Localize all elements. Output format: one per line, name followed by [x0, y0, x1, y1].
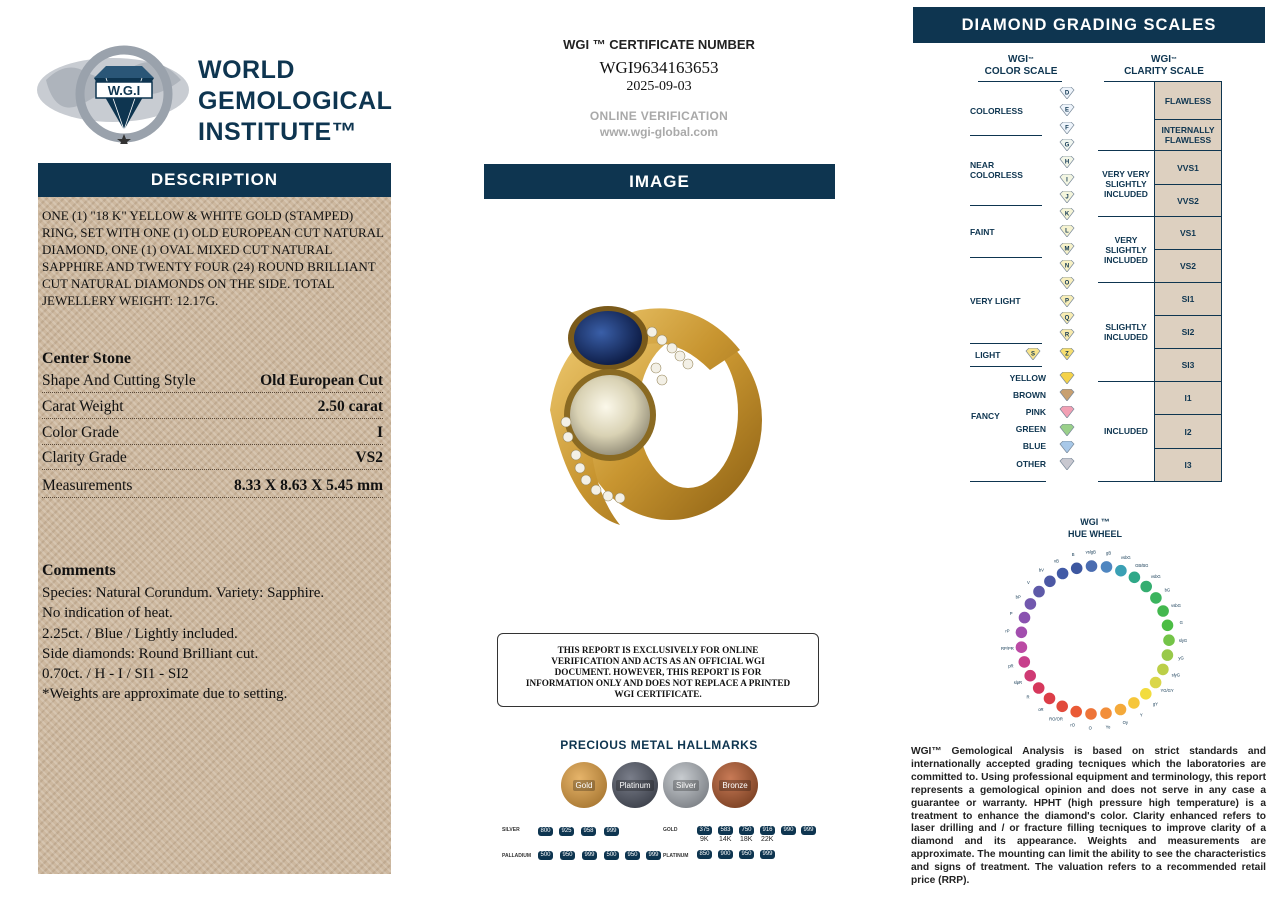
color-grade-letter: O	[1064, 280, 1070, 287]
clarity-grade-box: VS1	[1155, 217, 1221, 250]
hue-swatch	[1071, 562, 1083, 574]
hue-label: bP	[1015, 594, 1021, 600]
hue-swatch	[1044, 575, 1056, 587]
color-grade-gem-k	[1059, 208, 1075, 220]
hallmark-badge: 500	[604, 851, 619, 860]
hue-label: Y	[1139, 712, 1143, 718]
hallmark-badge: 958	[581, 827, 596, 836]
color-grade-letter: R	[1064, 332, 1070, 339]
hue-swatch	[1024, 670, 1036, 682]
brand-name-line1: WORLD	[198, 56, 295, 84]
hue-label: vsbG	[1120, 555, 1131, 561]
color-scale-title: WGI™ COLOR SCALE	[984, 54, 1058, 77]
hue-label: B	[1071, 552, 1075, 558]
color-grade-gem-h	[1059, 156, 1075, 168]
hallmark-badge: 999	[646, 851, 661, 860]
hallmarks-title: PRECIOUS METAL HALLMARKS	[560, 738, 758, 752]
color-grade-letter: I	[1066, 177, 1068, 183]
hue-label: RO/OR	[1049, 716, 1063, 722]
spec-row-color	[42, 418, 383, 445]
spec-value: I	[376, 424, 383, 441]
spec-label: Carat Weight	[42, 398, 124, 415]
hue-label: rP	[1005, 628, 1010, 634]
hallmark-badge: 900	[718, 850, 733, 859]
color-grade-letter: Q	[1064, 315, 1070, 322]
divider	[970, 205, 1042, 206]
hue-label: V	[1027, 580, 1030, 585]
gold-karat-label: 9K	[700, 836, 709, 843]
color-grade-letter: F	[1065, 125, 1069, 132]
clarity-grade-box: SI3	[1155, 349, 1221, 382]
center-stone-title: Center Stone	[42, 350, 132, 367]
spec-label: Clarity Grade	[42, 449, 127, 466]
description-header: DESCRIPTION	[38, 163, 391, 197]
brand-logo-block	[36, 40, 396, 150]
hue-swatch	[1033, 682, 1045, 694]
clarity-scale-title: WGI™ CLARITY SCALE	[1124, 54, 1204, 77]
color-grade-letter: M	[1064, 246, 1070, 253]
color-grade-gem-d	[1059, 87, 1075, 99]
hallmark-badge: 950	[560, 851, 575, 860]
hue-swatch	[1033, 585, 1045, 597]
gold-karat-label: 22K	[761, 836, 774, 843]
divider	[1221, 82, 1222, 482]
color-group-label: VERY LIGHT	[970, 296, 1021, 306]
spec-value: Old European Cut	[260, 372, 383, 389]
image-header: IMAGE	[484, 164, 835, 199]
hue-label: G	[1179, 620, 1183, 626]
hue-swatch	[1150, 592, 1162, 604]
color-grade-letter: H	[1064, 159, 1070, 166]
hue-label: P	[1009, 610, 1013, 616]
certificate-label: WGI ™ CERTIFICATE NUMBER	[563, 37, 755, 52]
hallmark-badge: 850	[697, 850, 712, 859]
hue-label: yG	[1178, 655, 1184, 661]
clarity-grade-box: VVS2	[1155, 185, 1221, 217]
hue-swatch	[1085, 560, 1097, 572]
color-grade-gem-o	[1059, 277, 1075, 289]
hue-label: YG/GY	[1160, 688, 1174, 693]
hue-swatch	[1128, 697, 1140, 709]
hallmark-badge: 950	[739, 850, 754, 859]
hallmark-badge: 800	[538, 827, 553, 836]
logo-monogram: W.G.I	[107, 83, 141, 98]
hallmark-badge: 925	[559, 827, 574, 836]
verification-url-link[interactable]: www.wgi-global.com	[599, 125, 719, 139]
hue-swatch	[1100, 561, 1112, 573]
divider	[1098, 150, 1154, 151]
hue-swatch	[1070, 705, 1082, 717]
gold-karat-label: 14K	[719, 836, 732, 843]
hallmark-badge: 583	[718, 826, 733, 835]
divider	[970, 257, 1042, 258]
fancy-color-label: BROWN	[1012, 390, 1046, 400]
clarity-group-label: VERY SLIGHTLY INCLUDED	[1104, 235, 1148, 265]
divider	[978, 81, 1062, 82]
divider	[970, 481, 1046, 482]
comment-line: *Weights are approximate due to setting.	[42, 686, 288, 703]
gold-karat-label: 18K	[740, 836, 753, 843]
color-grade-gem-s	[1025, 348, 1041, 360]
hue-label: vB	[1054, 558, 1059, 564]
hue-swatch	[1056, 567, 1068, 579]
bronze-seal-icon: Bronze	[712, 762, 758, 808]
fancy-color-label: BLUE	[1022, 441, 1046, 451]
color-grade-gem-i	[1059, 174, 1075, 186]
hue-label: rO	[1070, 722, 1076, 728]
spec-row-clarity	[42, 443, 383, 470]
clarity-group-label: INCLUDED	[1104, 426, 1148, 436]
hue-label: O	[1088, 725, 1092, 731]
description-panel	[38, 163, 391, 874]
hue-swatch	[1161, 619, 1173, 631]
hue-label: vslgB	[1085, 549, 1096, 555]
color-group-label: NEAR COLORLESS	[970, 160, 1023, 180]
color-grade-gem-l	[1059, 225, 1075, 237]
comment-line: 2.25ct. / Blue / Lightly included.	[42, 625, 238, 642]
comment-line: Side diamonds: Round Brilliant cut.	[42, 645, 259, 662]
color-grade-letter: J	[1065, 194, 1069, 201]
spec-label: Measurements	[42, 477, 133, 494]
hallmark-badge: 999	[604, 827, 619, 836]
hue-label: slyG	[1171, 672, 1180, 678]
fancy-color-gem-icon	[1059, 406, 1075, 418]
divider	[1098, 216, 1154, 217]
hallmark-badge: 375	[697, 826, 712, 835]
hue-label: vsbG	[1150, 573, 1161, 579]
spec-label: Shape And Cutting Style	[42, 372, 196, 389]
color-group-label: FAINT	[970, 227, 995, 237]
hue-label: GB/BG	[1135, 563, 1149, 568]
hue-label: bV	[1038, 567, 1044, 573]
divider	[1098, 381, 1154, 382]
hallmark-badge: 950	[625, 851, 640, 860]
certificate-number: WGI9634163653	[599, 58, 719, 77]
clarity-group-label: VERY VERY SLIGHTLY INCLUDED	[1102, 169, 1150, 199]
color-grade-gem-j	[1059, 191, 1075, 203]
fancy-color-gem-icon	[1059, 372, 1075, 384]
fancy-color-label: YELLOW	[1009, 373, 1046, 383]
comments-title: Comments	[42, 562, 116, 579]
spec-value: VS2	[355, 449, 383, 466]
color-grade-gem-r	[1059, 329, 1075, 341]
spec-row-carat	[42, 392, 383, 419]
silver-hallmark-label: SILVER	[502, 827, 520, 833]
hue-swatch	[1024, 598, 1036, 610]
divider	[970, 135, 1042, 136]
hue-label: oR	[1038, 706, 1044, 712]
hue-label: R	[1026, 694, 1030, 700]
hallmark-badge: 999	[582, 851, 597, 860]
hallmark-badge: 999	[760, 850, 775, 859]
platinum-seal-icon: Platinum	[612, 762, 658, 808]
clarity-grade-box: SI1	[1155, 283, 1221, 316]
grading-scales-header: DIAMOND GRADING SCALES	[913, 7, 1265, 43]
hue-swatch	[1157, 605, 1169, 617]
color-grade-letter: L	[1065, 228, 1069, 235]
color-grade-letter: G	[1064, 142, 1070, 149]
divider	[970, 343, 1042, 344]
color-grade-letter: S	[1030, 351, 1036, 358]
color-grade-letter: E	[1064, 107, 1070, 114]
color-grade-letter: Z	[1065, 351, 1069, 358]
certificate-date: 2025-09-03	[626, 79, 692, 94]
hue-wheel-diagram	[995, 540, 1195, 740]
color-grade-gem-e	[1059, 104, 1075, 116]
fancy-label: FANCY	[971, 411, 1000, 421]
hue-swatch	[1100, 707, 1112, 719]
hue-wheel-title: WGI ™ HUE WHEEL	[1068, 517, 1122, 539]
comment-line: Species: Natural Corundum. Variety: Sapphire.	[42, 585, 325, 601]
hue-swatch	[1163, 634, 1175, 646]
fancy-color-gem-icon	[1059, 441, 1075, 453]
hue-label: Yo	[1105, 724, 1111, 730]
hue-swatch	[1018, 656, 1030, 668]
hue-swatch	[1140, 580, 1152, 592]
gold-hallmark-label: GOLD	[663, 827, 678, 833]
color-grade-gem-m	[1059, 243, 1075, 255]
color-grade-letter: K	[1064, 211, 1070, 218]
spec-row-shape	[42, 366, 383, 393]
divider	[1098, 481, 1222, 482]
hue-swatch	[1015, 641, 1027, 653]
divider	[970, 366, 1042, 367]
hue-label: Oy	[1122, 720, 1128, 726]
hue-label: RP/PR	[1000, 646, 1014, 652]
hue-swatch	[1114, 703, 1126, 715]
online-verification-label: ONLINE VERIFICATION	[589, 109, 729, 123]
hue-swatch	[1161, 649, 1173, 661]
ring-photo	[530, 290, 780, 540]
gemological-analysis-text: WGI™ Gemological Analysis is based on strict standards and internationally accepted grading tecniques which the laboratories are committed to. Using professional equipment and terminology, this report represents a gemological opinion and does not serve in any case a guarantee or warranty. HPHT (high pressure high temperature) is a treatment to enhance the diamond's color. Clarity enhanced refers to laser drilling and / or fracture filling tecniques to improve clarity of a diamond and its appearance. Weights and measurements are approximate. The mounting can limit the ability to see the characteristics and signs of treatment. The valuation refers to a recommended retail price (RRP).	[911, 746, 1266, 887]
hallmark-badge: 999	[801, 826, 816, 835]
platinum-hallmark-label: PLATINUM	[663, 853, 689, 859]
hue-label: gB	[1106, 550, 1112, 556]
hue-label: vsbG	[1171, 603, 1181, 609]
color-grade-letter: P	[1064, 298, 1070, 305]
clarity-grade-box: VVS1	[1155, 151, 1221, 185]
hue-label: slyG	[1178, 637, 1188, 643]
description-text: ONE (1) "18 K" YELLOW & WHITE GOLD (STAMPED) RING, SET WITH ONE (1) OLD EUROPEAN CUT NATURAL DIAMOND, ONE (1) OVAL MIXED CUT NATURAL SAPPHIRE AND TWENTY FOUR (24) ROUND BRILLIANT CUT NATURAL DIAMONDS ON THE SIDE. TOTAL JEWELLERY WEIGHT: 12.17G.	[42, 208, 384, 308]
hue-swatch	[1085, 708, 1097, 720]
clarity-grade-box: I2	[1155, 415, 1221, 449]
clarity-grade-box: I1	[1155, 382, 1221, 415]
clarity-grade-box: VS2	[1155, 250, 1221, 283]
hue-swatch	[1128, 571, 1140, 583]
hue-swatch	[1043, 692, 1055, 704]
clarity-grade-box: INTERNALLY FLAWLESS	[1155, 120, 1221, 151]
hue-swatch	[1056, 700, 1068, 712]
clarity-grade-box: FLAWLESS	[1155, 82, 1221, 120]
hallmark-badge: 990	[781, 826, 796, 835]
hue-swatch	[1157, 663, 1169, 675]
color-grade-gem-n	[1059, 260, 1075, 272]
hue-label: gY	[1152, 701, 1158, 707]
hue-swatch	[1140, 688, 1152, 700]
spec-label: Color Grade	[42, 424, 120, 441]
hue-swatch	[1015, 626, 1027, 638]
hue-swatch	[1115, 565, 1127, 577]
silver-seal-icon: Silver	[663, 762, 709, 808]
hue-label: pR	[1008, 663, 1014, 669]
fancy-color-label: GREEN	[1015, 424, 1046, 434]
hallmark-badge: 500	[538, 851, 553, 860]
color-grade-gem-g	[1059, 139, 1075, 151]
hallmark-badge: 750	[739, 826, 754, 835]
fancy-color-gem-icon	[1059, 424, 1075, 436]
color-group-label: COLORLESS	[970, 106, 1023, 116]
clarity-grade-box: SI2	[1155, 316, 1221, 349]
fancy-color-label: OTHER	[1016, 459, 1046, 469]
hue-label: bG	[1164, 587, 1171, 593]
hallmark-badge: 916	[760, 826, 775, 835]
comment-line: 0.70ct. / H - I / SI1 - SI2	[42, 666, 189, 683]
color-grade-gem-q	[1059, 312, 1075, 324]
clarity-grade-box: I3	[1155, 449, 1221, 482]
spec-value: 2.50 carat	[317, 398, 383, 415]
gold-seal-icon: Gold	[561, 762, 607, 808]
hue-swatch	[1149, 676, 1161, 688]
divider	[1098, 282, 1154, 283]
comment-line: No indication of heat.	[42, 605, 173, 622]
fancy-color-gem-icon	[1059, 458, 1075, 470]
color-group-label: LIGHT	[975, 350, 1001, 360]
hue-label: slpR	[1013, 679, 1023, 685]
color-grade-letter: N	[1064, 263, 1070, 270]
comments-list	[42, 583, 387, 705]
fancy-color-gem-icon	[1059, 389, 1075, 401]
online-verification-disclaimer: THIS REPORT IS EXCLUSIVELY FOR ONLINE VERIFICATION AND ACTS AS AN OFFICIAL WGI DOCUMENT. HOWEVER, THIS REPORT IS FOR INFORMATION ONLY AND DOES NOT REPLACE A PRINTED WGI CERTIFICATE.	[497, 633, 819, 707]
color-grade-letter: D	[1064, 90, 1070, 97]
brand-name-line2: GEMOLOGICAL	[198, 87, 393, 115]
color-grade-gem-f	[1059, 122, 1075, 134]
color-grade-gem-p	[1059, 295, 1075, 307]
color-grade-gem-z	[1059, 348, 1075, 360]
palladium-hallmark-label: PALLADIUM	[502, 853, 532, 859]
hue-swatch	[1018, 611, 1030, 623]
fancy-color-label: PINK	[1025, 407, 1046, 417]
clarity-group-label: SLIGHTLY INCLUDED	[1104, 322, 1148, 342]
spec-value: 8.33 X 8.63 X 5.45 mm	[234, 477, 383, 494]
brand-name-line3: INSTITUTE™	[198, 118, 358, 146]
spec-row-measurements	[42, 471, 383, 498]
